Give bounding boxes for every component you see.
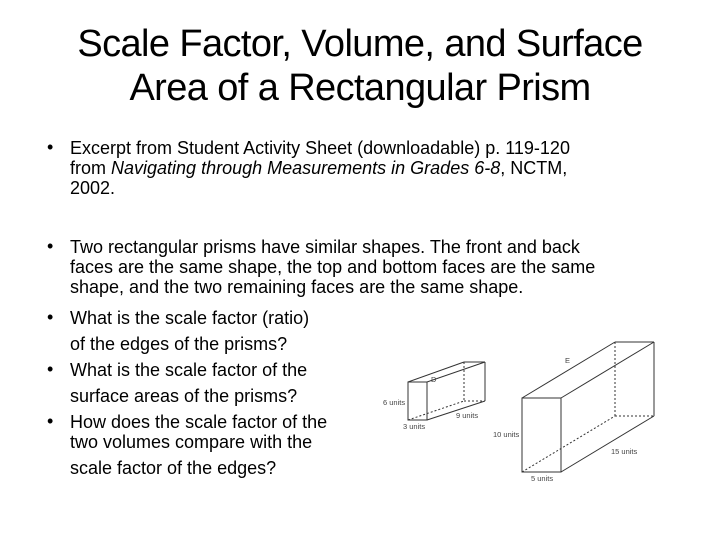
- question-line: scale factor of the edges?: [70, 458, 277, 478]
- prism-e-label: E: [565, 356, 571, 365]
- question-line: How does the scale factor of the: [70, 412, 328, 432]
- prism-d-width-label: 3 units: [403, 422, 426, 431]
- text: from: [70, 158, 112, 178]
- bullet-dot: •: [47, 411, 54, 431]
- prism-d-height-label: 6 units: [383, 398, 406, 407]
- question-line: What is the scale factor (ratio): [70, 308, 310, 328]
- bullet-dot: •: [47, 236, 54, 256]
- prism-e-length-label: 15 units: [611, 447, 638, 456]
- question-line: surface areas of the prisms?: [70, 386, 298, 406]
- bullet-dot: •: [47, 137, 54, 157]
- bullet-dot: •: [47, 307, 54, 327]
- bullet-dot: •: [47, 359, 54, 379]
- bullet-line: 2002.: [70, 178, 116, 198]
- prism-e-height-label: 10 units: [493, 430, 520, 439]
- book-title: Navigating through Measurements in Grades 6-8: [111, 158, 501, 178]
- bullet-line: Excerpt from Student Activity Sheet (downloadable) p. 119-120: [70, 138, 570, 158]
- bullet-line: Two rectangular prisms have similar shapes. The front and back: [70, 237, 580, 257]
- prism-e-width-label: 5 units: [531, 474, 554, 483]
- question-line: What is the scale factor of the: [70, 360, 308, 380]
- question-line: two volumes compare with the: [70, 432, 313, 452]
- title-line-1: Scale Factor, Volume, and Surface: [77, 23, 643, 65]
- prism-d-length-label: 9 units: [456, 411, 479, 420]
- bullet-line: shape, and the two remaining faces are the same shape.: [70, 277, 524, 297]
- question-line: of the edges of the prisms?: [70, 334, 288, 354]
- text: , NCTM,: [500, 158, 568, 178]
- bullet-line: faces are the same shape, the top and bottom faces are the same: [70, 257, 596, 277]
- title-line-2: Area of a Rectangular Prism: [129, 67, 591, 109]
- prism-d-label: D: [431, 375, 437, 384]
